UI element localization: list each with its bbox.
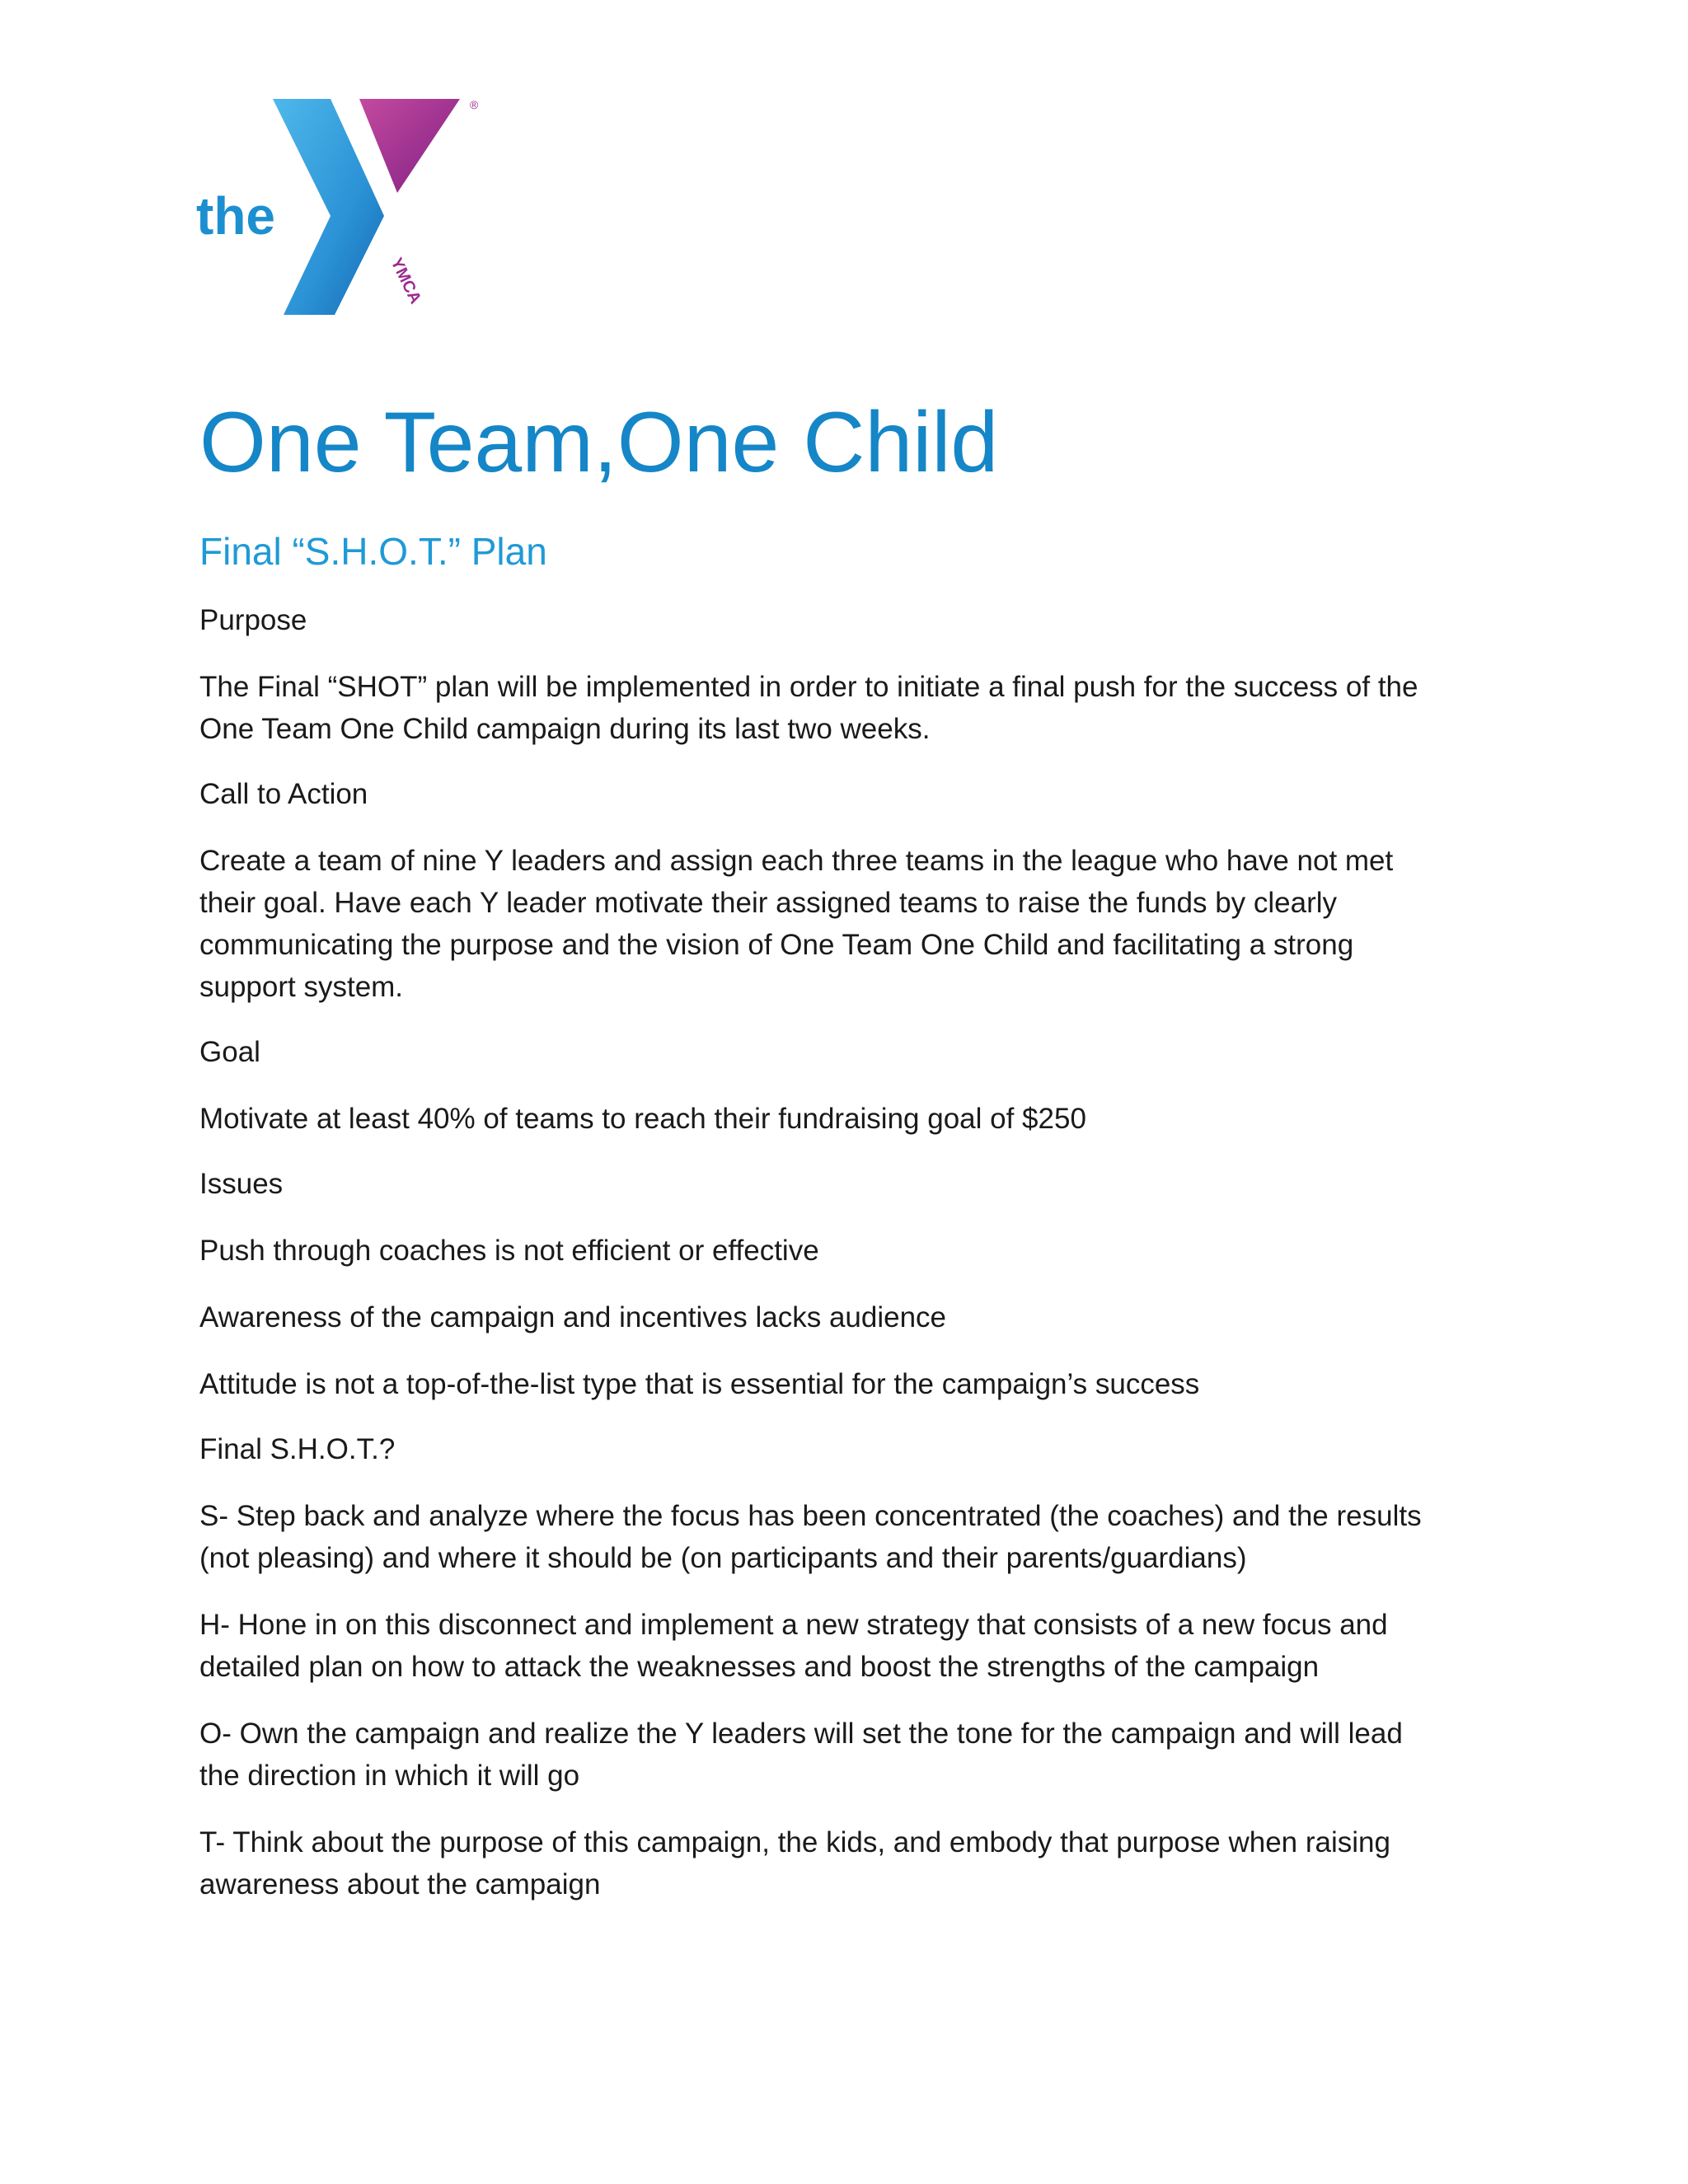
section-paragraph — [199, 666, 1502, 750]
section-paragraph — [199, 840, 1502, 1008]
paragraph-line: detailed plan on how to attack the weaknesses and boost the strengths of the campaign — [199, 1650, 1320, 1683]
ymca-logo-graphic — [195, 92, 491, 323]
paragraph-line: One Team One Child campaign during its last two weeks. — [199, 712, 931, 745]
paragraph-line: Awareness of the campaign and incentives lacks audience — [199, 1301, 947, 1333]
section-paragraph — [199, 1495, 1502, 1579]
paragraph-line: the direction in which it will go — [199, 1759, 580, 1792]
paragraph-line: awareness about the campaign — [199, 1868, 601, 1900]
section-heading: Purpose — [199, 603, 307, 636]
paragraph-line: Push through coaches is not efficient or effective — [199, 1234, 819, 1267]
logo-wordmark: the — [196, 186, 275, 246]
section-heading: Goal — [199, 1035, 260, 1068]
document-title: One Team,One Child — [199, 395, 999, 490]
section-paragraph — [199, 1821, 1502, 1905]
paragraph-line: (not pleasing) and where it should be (on participants and their parents/guardians) — [199, 1541, 1247, 1574]
document-body — [199, 394, 1502, 1905]
logo-ymca-text: YMCA — [387, 255, 425, 307]
paragraph-line: The Final “SHOT” plan will be implemented in order to initiate a final push for the success of the — [199, 670, 1418, 703]
paragraph-line: support system. — [199, 970, 404, 1003]
document-subtitle: Final “S.H.O.T.” Plan — [199, 529, 547, 573]
section-paragraph — [199, 1296, 1502, 1338]
section-paragraph — [199, 1230, 1502, 1272]
paragraph-line: Create a team of nine Y leaders and assign each three teams in the league who have not met — [199, 844, 1394, 877]
document-sections — [199, 599, 1502, 1905]
section-heading: Final S.H.O.T.? — [199, 1432, 396, 1465]
section-paragraph — [199, 1713, 1502, 1797]
paragraph-line: Motivate at least 40% of teams to reach their fundraising goal of $250 — [199, 1102, 1086, 1135]
logo-registered-mark: ® — [470, 98, 479, 111]
section-paragraph — [199, 1098, 1502, 1140]
ymca-logo — [195, 92, 491, 323]
paragraph-line: O- Own the campaign and realize the Y leaders will set the tone for the campaign and will lead — [199, 1717, 1403, 1750]
paragraph-line: their goal. Have each Y leader motivate their assigned teams to raise the funds by clearly — [199, 886, 1338, 919]
section-heading: Issues — [199, 1167, 284, 1200]
section-heading: Call to Action — [199, 777, 368, 810]
paragraph-line: Attitude is not a top-of-the-list type that is essential for the campaign’s success — [199, 1367, 1200, 1400]
paragraph-line: S- Step back and analyze where the focus has been concentrated (the coaches) and the results — [199, 1499, 1422, 1532]
paragraph-line: communicating the purpose and the vision of One Team One Child and facilitating a strong — [199, 928, 1354, 961]
paragraph-line: H- Hone in on this disconnect and implement a new strategy that consists of a new focus and — [199, 1608, 1388, 1641]
paragraph-line: T- Think about the purpose of this campaign, the kids, and embody that purpose when raising — [199, 1825, 1390, 1858]
section-paragraph — [199, 1604, 1502, 1688]
section-paragraph — [199, 1363, 1502, 1405]
